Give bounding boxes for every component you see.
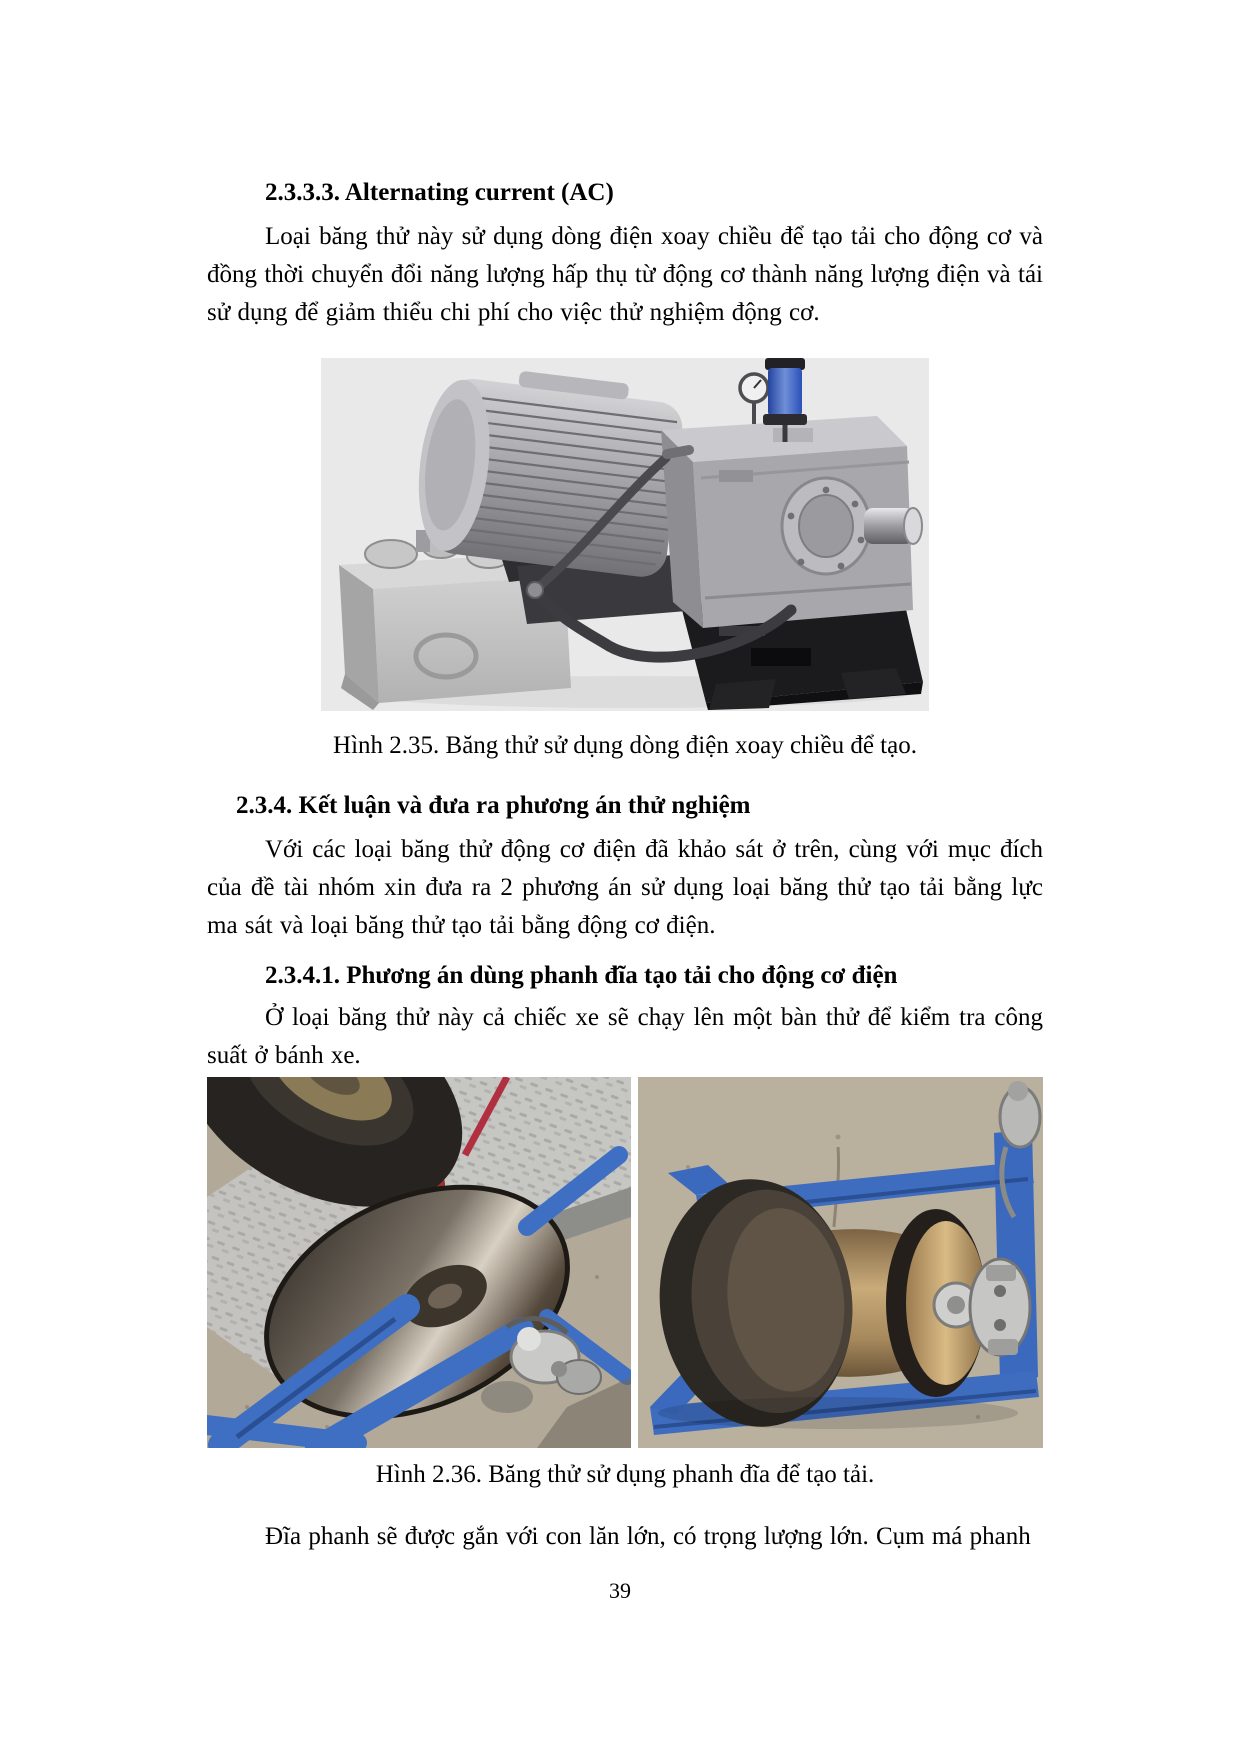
- page-number: 39: [609, 1578, 631, 1603]
- figure-2-36-caption: Hình 2.36. Băng thử sử dụng phanh đĩa để tạo tải.: [375, 1461, 875, 1488]
- section-heading-2341: 2.3.4.1. Phương án dùng phanh đĩa tạo tải cho động cơ điện: [265, 962, 898, 989]
- paragraph-ac-description: Loại băng thử này sử dụng dòng điện xoay chiều để tạo tải cho động cơ và đồng thời chuyển đổi năng lượng hấp thụ từ động cơ thành năng lượng điện và tái sử dụng để giảm thiểu chi phí cho việc thử nghiệm động cơ.: [207, 223, 1043, 326]
- paragraph-conclusion: Với các loại băng thử động cơ điện đã khảo sát ở trên, cùng với mục đích của đề tài nhóm xin đưa ra 2 phương án sử dụng loại băng thử tạo tải bằng lực ma sát và loại băng thử tạo tải bằng động cơ điện.: [207, 836, 1043, 939]
- gearbox: [661, 416, 922, 628]
- section-heading-2333: 2.3.3.3. Alternating current (AC): [265, 179, 614, 206]
- brake-caliper: [970, 1259, 1030, 1355]
- ac-dyno-photo-illustration: [321, 358, 929, 711]
- figure-2-35-caption: Hình 2.35. Băng thử sử dụng dòng điện xoay chiều để tạo.: [333, 732, 917, 759]
- figure-2-35-image: [321, 358, 929, 711]
- paragraph-plan: Ở loại băng thử này cả chiếc xe sẽ chạy lên một bàn thử để kiểm tra công suất ở bánh xe.: [207, 1004, 1043, 1069]
- paragraph-disc-brake: Đĩa phanh sẽ được gắn với con lăn lớn, có trọng lượng lớn. Cụm má phanh: [265, 1523, 1031, 1550]
- section-heading-234: 2.3.4. Kết luận và đưa ra phương án thử nghiệm: [236, 792, 751, 819]
- figure-2-36-right-photo: [638, 1077, 1043, 1448]
- figure-2-36-left-photo: [207, 1077, 631, 1448]
- figure-2-36-images: [207, 1077, 1043, 1448]
- page-content: [207, 178, 1043, 1556]
